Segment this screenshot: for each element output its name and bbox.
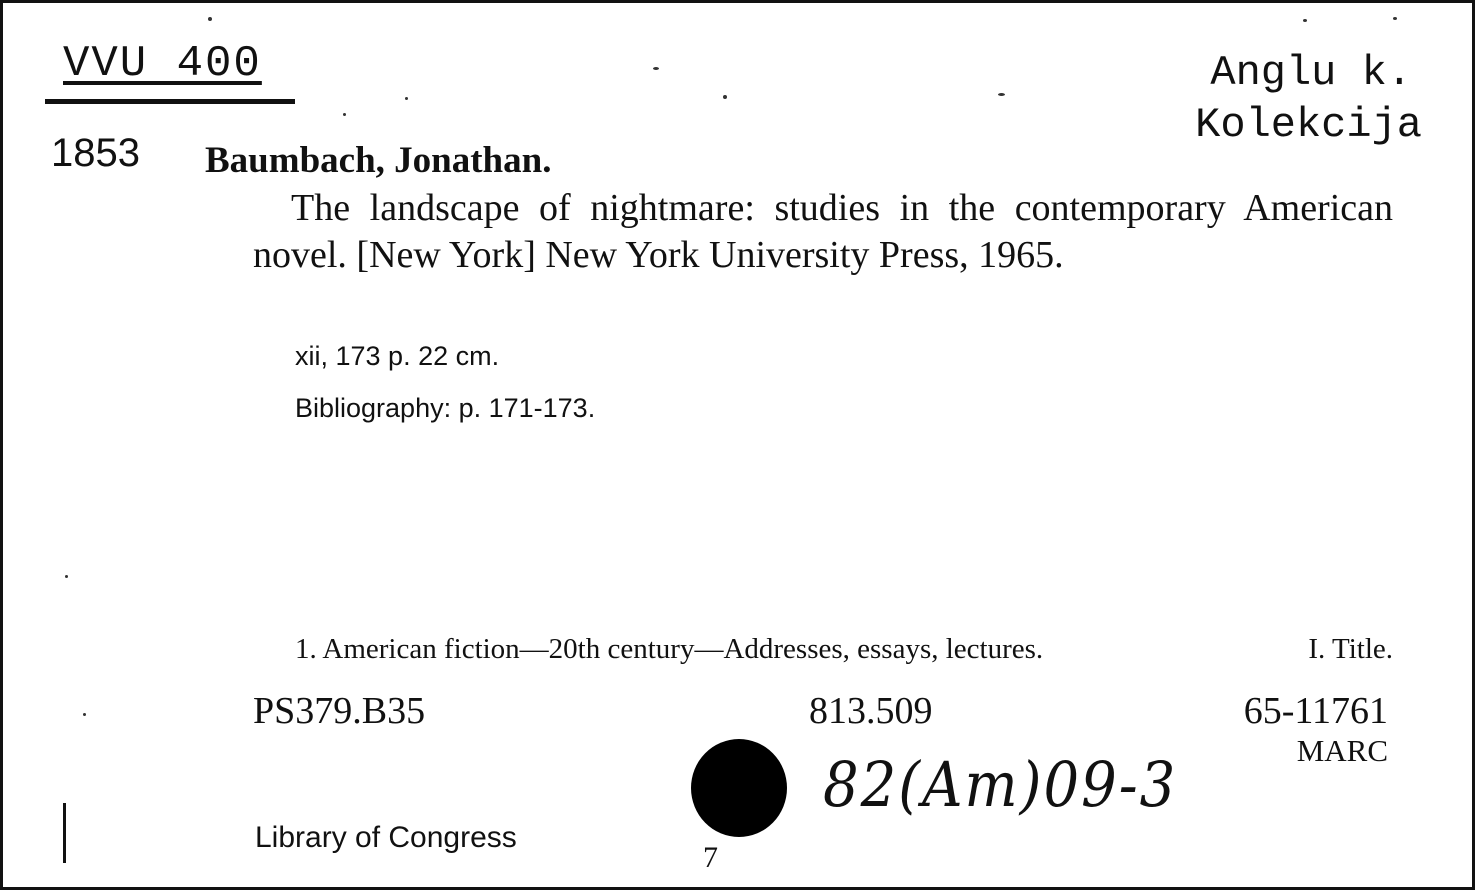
title-and-imprint: The landscape of nightmare: studies in the contemporary American novel. [New York] New York University Press, 1965. xyxy=(253,187,1393,276)
tracings xyxy=(295,633,1393,666)
ink-speck xyxy=(723,95,727,99)
ink-speck xyxy=(343,113,346,116)
accession-number: 1853 xyxy=(51,131,140,175)
ink-speck xyxy=(1303,19,1307,22)
handwritten-classification: 82(Am)09-3 xyxy=(823,749,1178,822)
ink-speck xyxy=(653,67,659,70)
stamp-underline xyxy=(45,99,295,104)
library-credit: Library of Congress xyxy=(255,821,517,854)
ink-speck xyxy=(208,17,212,21)
collection-stamp-line1: Anglu k. xyxy=(1210,49,1412,97)
author-heading: Baumbach, Jonathan. xyxy=(205,140,552,181)
subject-tracing: 1. American fiction—20th century—Addresses, essays, lectures. xyxy=(295,633,1044,665)
lc-call-number: PS379.B35 xyxy=(253,690,426,732)
ink-speck xyxy=(1393,17,1397,20)
ink-speck xyxy=(65,575,68,578)
collation: xii, 173 p. 22 cm. xyxy=(295,341,500,371)
punch-hole xyxy=(691,739,787,837)
collection-stamp-line2: Kolekcija xyxy=(1195,101,1422,149)
stamp-code: VVU 400 xyxy=(63,39,262,89)
bibliography-note: Bibliography: p. 171-173. xyxy=(295,393,596,423)
ink-speck xyxy=(405,97,408,100)
margin-mark xyxy=(63,803,66,863)
lccn: 65-11761 xyxy=(1243,690,1388,732)
dewey-number: 813.509 xyxy=(809,690,933,732)
marc-label: MARC xyxy=(1296,733,1388,768)
handwritten-mark: 7 xyxy=(703,841,718,874)
title-tracing: I. Title. xyxy=(1308,633,1393,665)
ink-speck xyxy=(998,93,1005,96)
ink-speck xyxy=(83,713,86,716)
